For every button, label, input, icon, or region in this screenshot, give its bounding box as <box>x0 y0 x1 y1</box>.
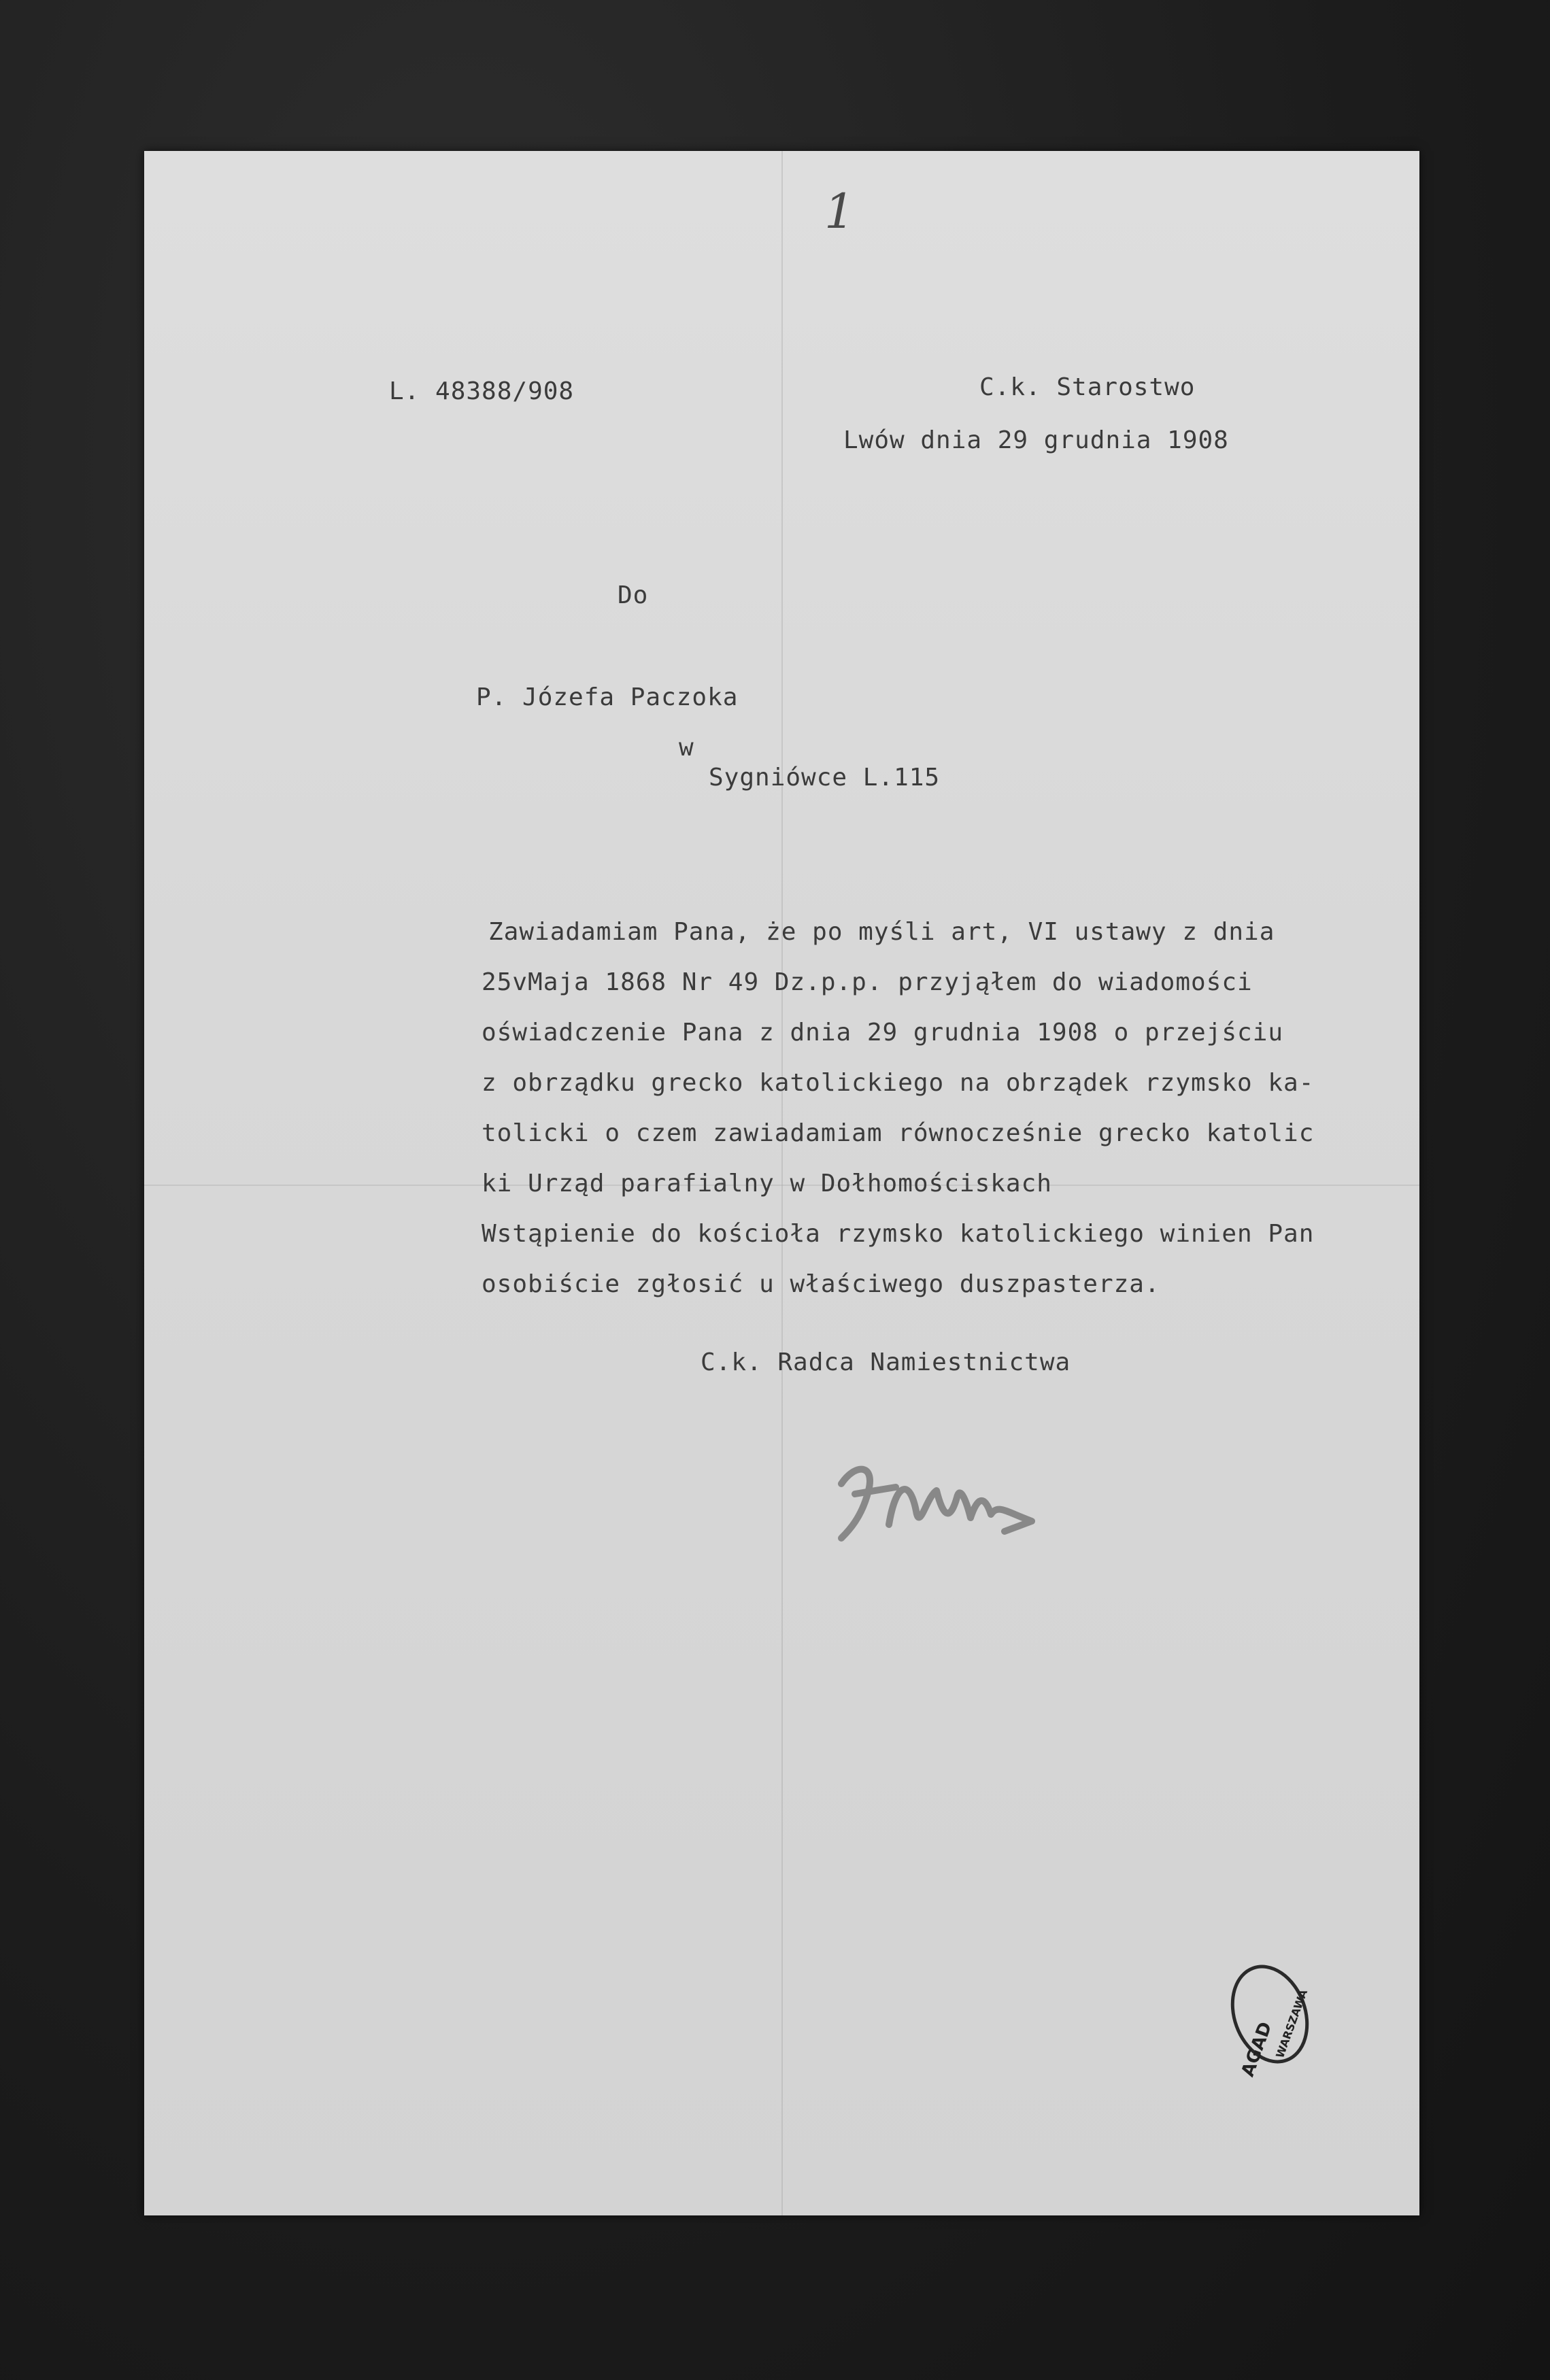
addressee-in: w <box>679 734 694 762</box>
place-date: Lwów dnia 29 grudnia 1908 <box>843 426 1229 454</box>
body-line: ki Urząd parafialny w Dołhomościskach <box>482 1170 1052 1197</box>
document-page <box>144 151 1419 2215</box>
body-line: z obrządku grecko katolickiego na obrządek rzymsko ka- <box>482 1069 1315 1097</box>
body-line: Zawiadamiam Pana, że po myśli art, VI ustawy z dnia <box>488 918 1275 946</box>
closing-title: C.k. Radca Namiestnictwa <box>701 1348 1071 1376</box>
handwritten-signature <box>828 1457 1045 1552</box>
body-line: oświadczenie Pana z dnia 29 grudnia 1908 o przejściu <box>482 1019 1284 1047</box>
page-number: 1 <box>824 184 855 239</box>
body-line: Wstąpienie do kościoła rzymsko katolickiego winien Pan <box>482 1220 1315 1248</box>
body-line: tolicki o czem zawiadamiam równocześnie grecko katolic <box>482 1119 1315 1147</box>
letter-body <box>482 907 1314 1310</box>
stamp-label-warszawa: WARSZAWA <box>1273 1988 1311 2060</box>
addressee-name: P. Józefa Paczoka <box>476 683 739 711</box>
reference-number: L. 48388/908 <box>389 377 575 405</box>
office-name: C.k. Starostwo <box>979 373 1196 401</box>
body-line: osobiście zgłosić u właściwego duszpasterza. <box>482 1270 1160 1298</box>
stamp-label-agad: AGAD <box>1237 2019 1277 2079</box>
addressee-to: Do <box>618 581 649 609</box>
body-line: 25vMaja 1868 Nr 49 Dz.p.p. przyjąłem do wiadomości <box>482 968 1253 996</box>
addressee-place: Sygniówce L.115 <box>709 764 941 792</box>
